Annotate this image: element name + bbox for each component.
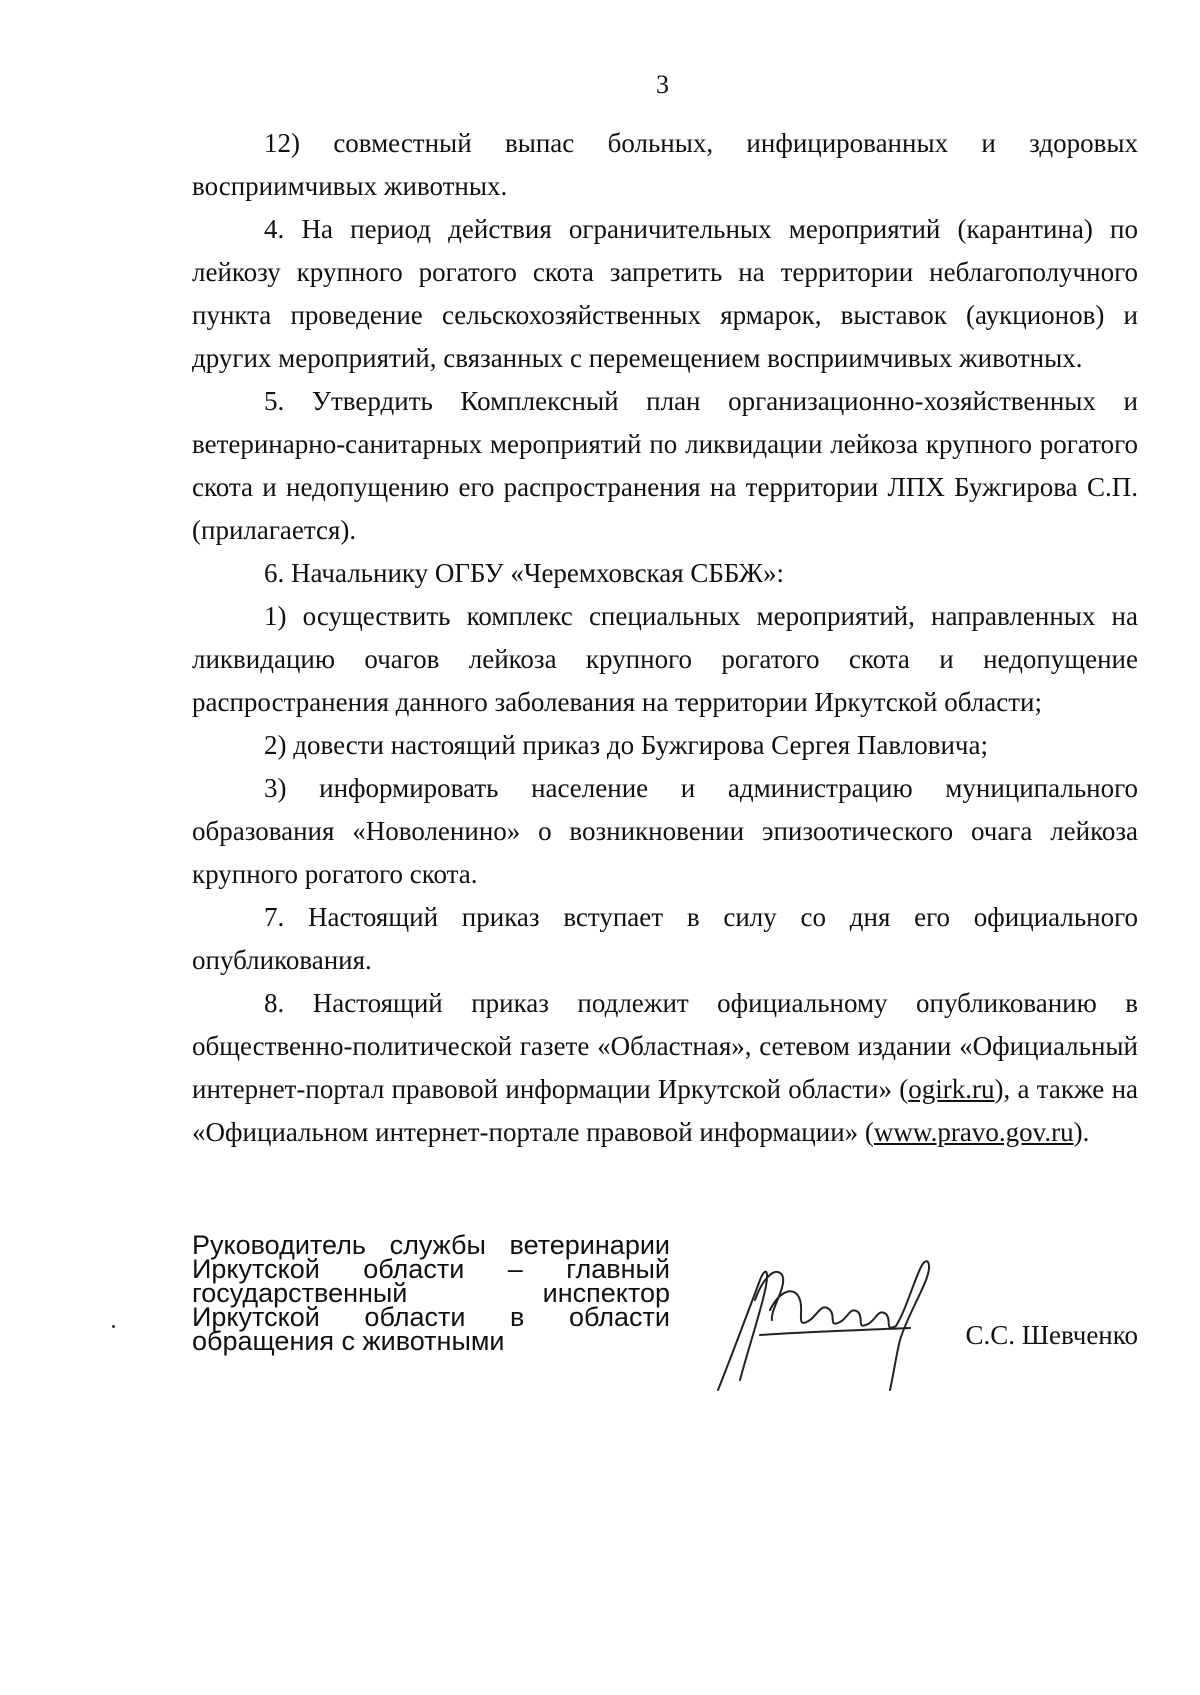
signatory-position-text: Руководитель службы ветеринарии Иркутской области – главный государственный инспектор Иркутской области в области обращения с животными <box>192 1230 670 1356</box>
paragraph-7: 7. Настоящий приказ вступает в силу со дня его официального опубликования. <box>192 902 1138 975</box>
paragraph-8-text-after: ). <box>1073 1117 1090 1147</box>
signatory-position <box>192 1230 670 1356</box>
paragraph-6-item-1: 1) осуществить комплекс специальных мероприятий, направленных на ликвидацию очагов лейкоза крупного рогатого скота и недопущение распространения данного заболевания на территории Иркутской области; <box>192 601 1138 717</box>
paragraph-4: 4. На период действия ограничительных мероприятий (карантина) по лейкозу крупного рогатого скота запретить на территории неблагополучного пункта проведение сельскохозяйственных ярмарок, выставок (аукционов) и других мероприятий, связанных с перемещением восприимчивых животных. <box>192 214 1138 373</box>
paragraph-6-item-3: 3) информировать население и администрацию муниципального образования «Новоленино» о возникновении эпизоотического очага лейкоза крупного рогатого скота. <box>192 773 1138 889</box>
paragraph-6: 6. Начальнику ОГБУ «Черемховская СББЖ»: <box>264 558 784 588</box>
paragraph-8 <box>192 982 1138 1154</box>
paragraph-8-text-before: 8. Настоящий приказ подлежит официальному опубликованию в общественно-политической газете «Областная», сетевом издании «Официальный интернет-портал правовой информации Иркутской области» ( <box>192 988 1138 1104</box>
document-body <box>192 122 1138 1154</box>
scan-speck <box>112 1325 115 1328</box>
handwritten-signature <box>700 1240 960 1400</box>
paragraph-6-item-2: 2) довести настоящий приказ до Бужгирова Сергея Павловича; <box>264 730 988 760</box>
page-number: 3 <box>656 70 669 99</box>
pravo-link[interactable]: www.pravo.gov.ru <box>873 1117 1074 1147</box>
paragraph-item-12: 12) совместный выпас больных, инфицированных и здоровых восприимчивых животных. <box>192 128 1138 201</box>
paragraph-8-text-middle: ), а также на «Официальном интернет-портале правовой информации» ( <box>192 1074 1138 1147</box>
signatory-name: С.С. Шевченко <box>965 1320 1138 1350</box>
ogirk-link[interactable]: ogirk.ru <box>908 1074 995 1104</box>
paragraph-5: 5. Утвердить Комплексный план организационно-хозяйственных и ветеринарно-санитарных мероприятий по ликвидации лейкоза крупного рогатого скота и недопущению его распространения на территории ЛПХ Бужгирова С.П. (прилагается). <box>192 386 1138 545</box>
